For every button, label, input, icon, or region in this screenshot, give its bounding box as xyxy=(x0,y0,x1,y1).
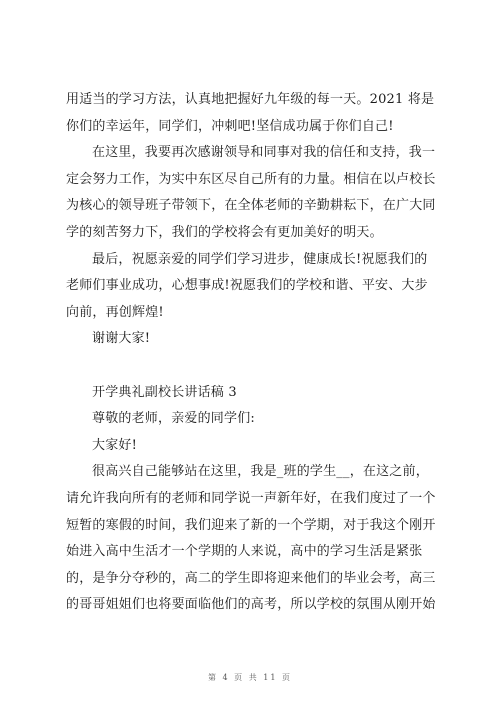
paragraph-line: 老师们事业成功，心想事成!祝愿我们的学校和谐、平安、大步 xyxy=(66,278,428,294)
paragraph-line: 始进入高中生活才一个学期的人来说，高中的学习生活是紧张 xyxy=(66,544,423,560)
salutation: 尊敬的老师，亲爱的同学们: xyxy=(92,411,255,427)
paragraph-line: 的，是争分夺秒的，高二的学生即将迎来他们的毕业会考，高三 xyxy=(66,570,436,586)
paragraph-line: 你们的幸运年，同学们，冲刺吧!坚信成功属于你们自己! xyxy=(66,118,394,134)
paragraph-line: 用适当的学习方法，认真地把握好九年级的每一天。2021 将是 xyxy=(66,92,435,107)
paragraph-line: 学的刻苦努力下，我们的学校将会有更加美好的明天。 xyxy=(66,224,383,240)
paragraph-line: 为核心的领导班子带领下，在全体老师的辛勤耕耘下，在广大同 xyxy=(66,198,436,214)
paragraph-line: 在这里，我要再次感谢领导和同事对我的信任和支持，我一 xyxy=(92,145,436,161)
paragraph-line: 短暂的寒假的时间，我们迎来了新的一个学期，对于我这个刚开 xyxy=(66,517,436,533)
paragraph-line: 最后，祝愿亲爱的同学们学习进步，健康成长!祝愿我们的 xyxy=(92,251,428,267)
paragraph-line: 请允许我向所有的老师和同学说一声新年好，在我们度过了一个 xyxy=(66,490,436,506)
page-number: 第 4 页 共 11 页 xyxy=(208,673,292,682)
blank-line xyxy=(66,353,436,380)
paragraph-line: 很高兴自己能够站在这里，我是_班的学生__，在这之前， xyxy=(92,464,429,480)
paragraph-line: 向前，再创辉煌! xyxy=(66,304,164,320)
document-body xyxy=(66,87,436,619)
paragraph-line: 谢谢大家! xyxy=(92,331,151,347)
paragraph-line: 定会努力工作，为实中东区尽自己所有的力量。相信在以卢校长 xyxy=(66,171,436,187)
paragraph-line: 的哥哥姐姐们也将要面临他们的高考，所以学校的氛围从刚开始 xyxy=(66,597,436,613)
greeting: 大家好! xyxy=(92,437,138,453)
section-title: 开学典礼副校长讲话稿 3 xyxy=(92,384,237,400)
